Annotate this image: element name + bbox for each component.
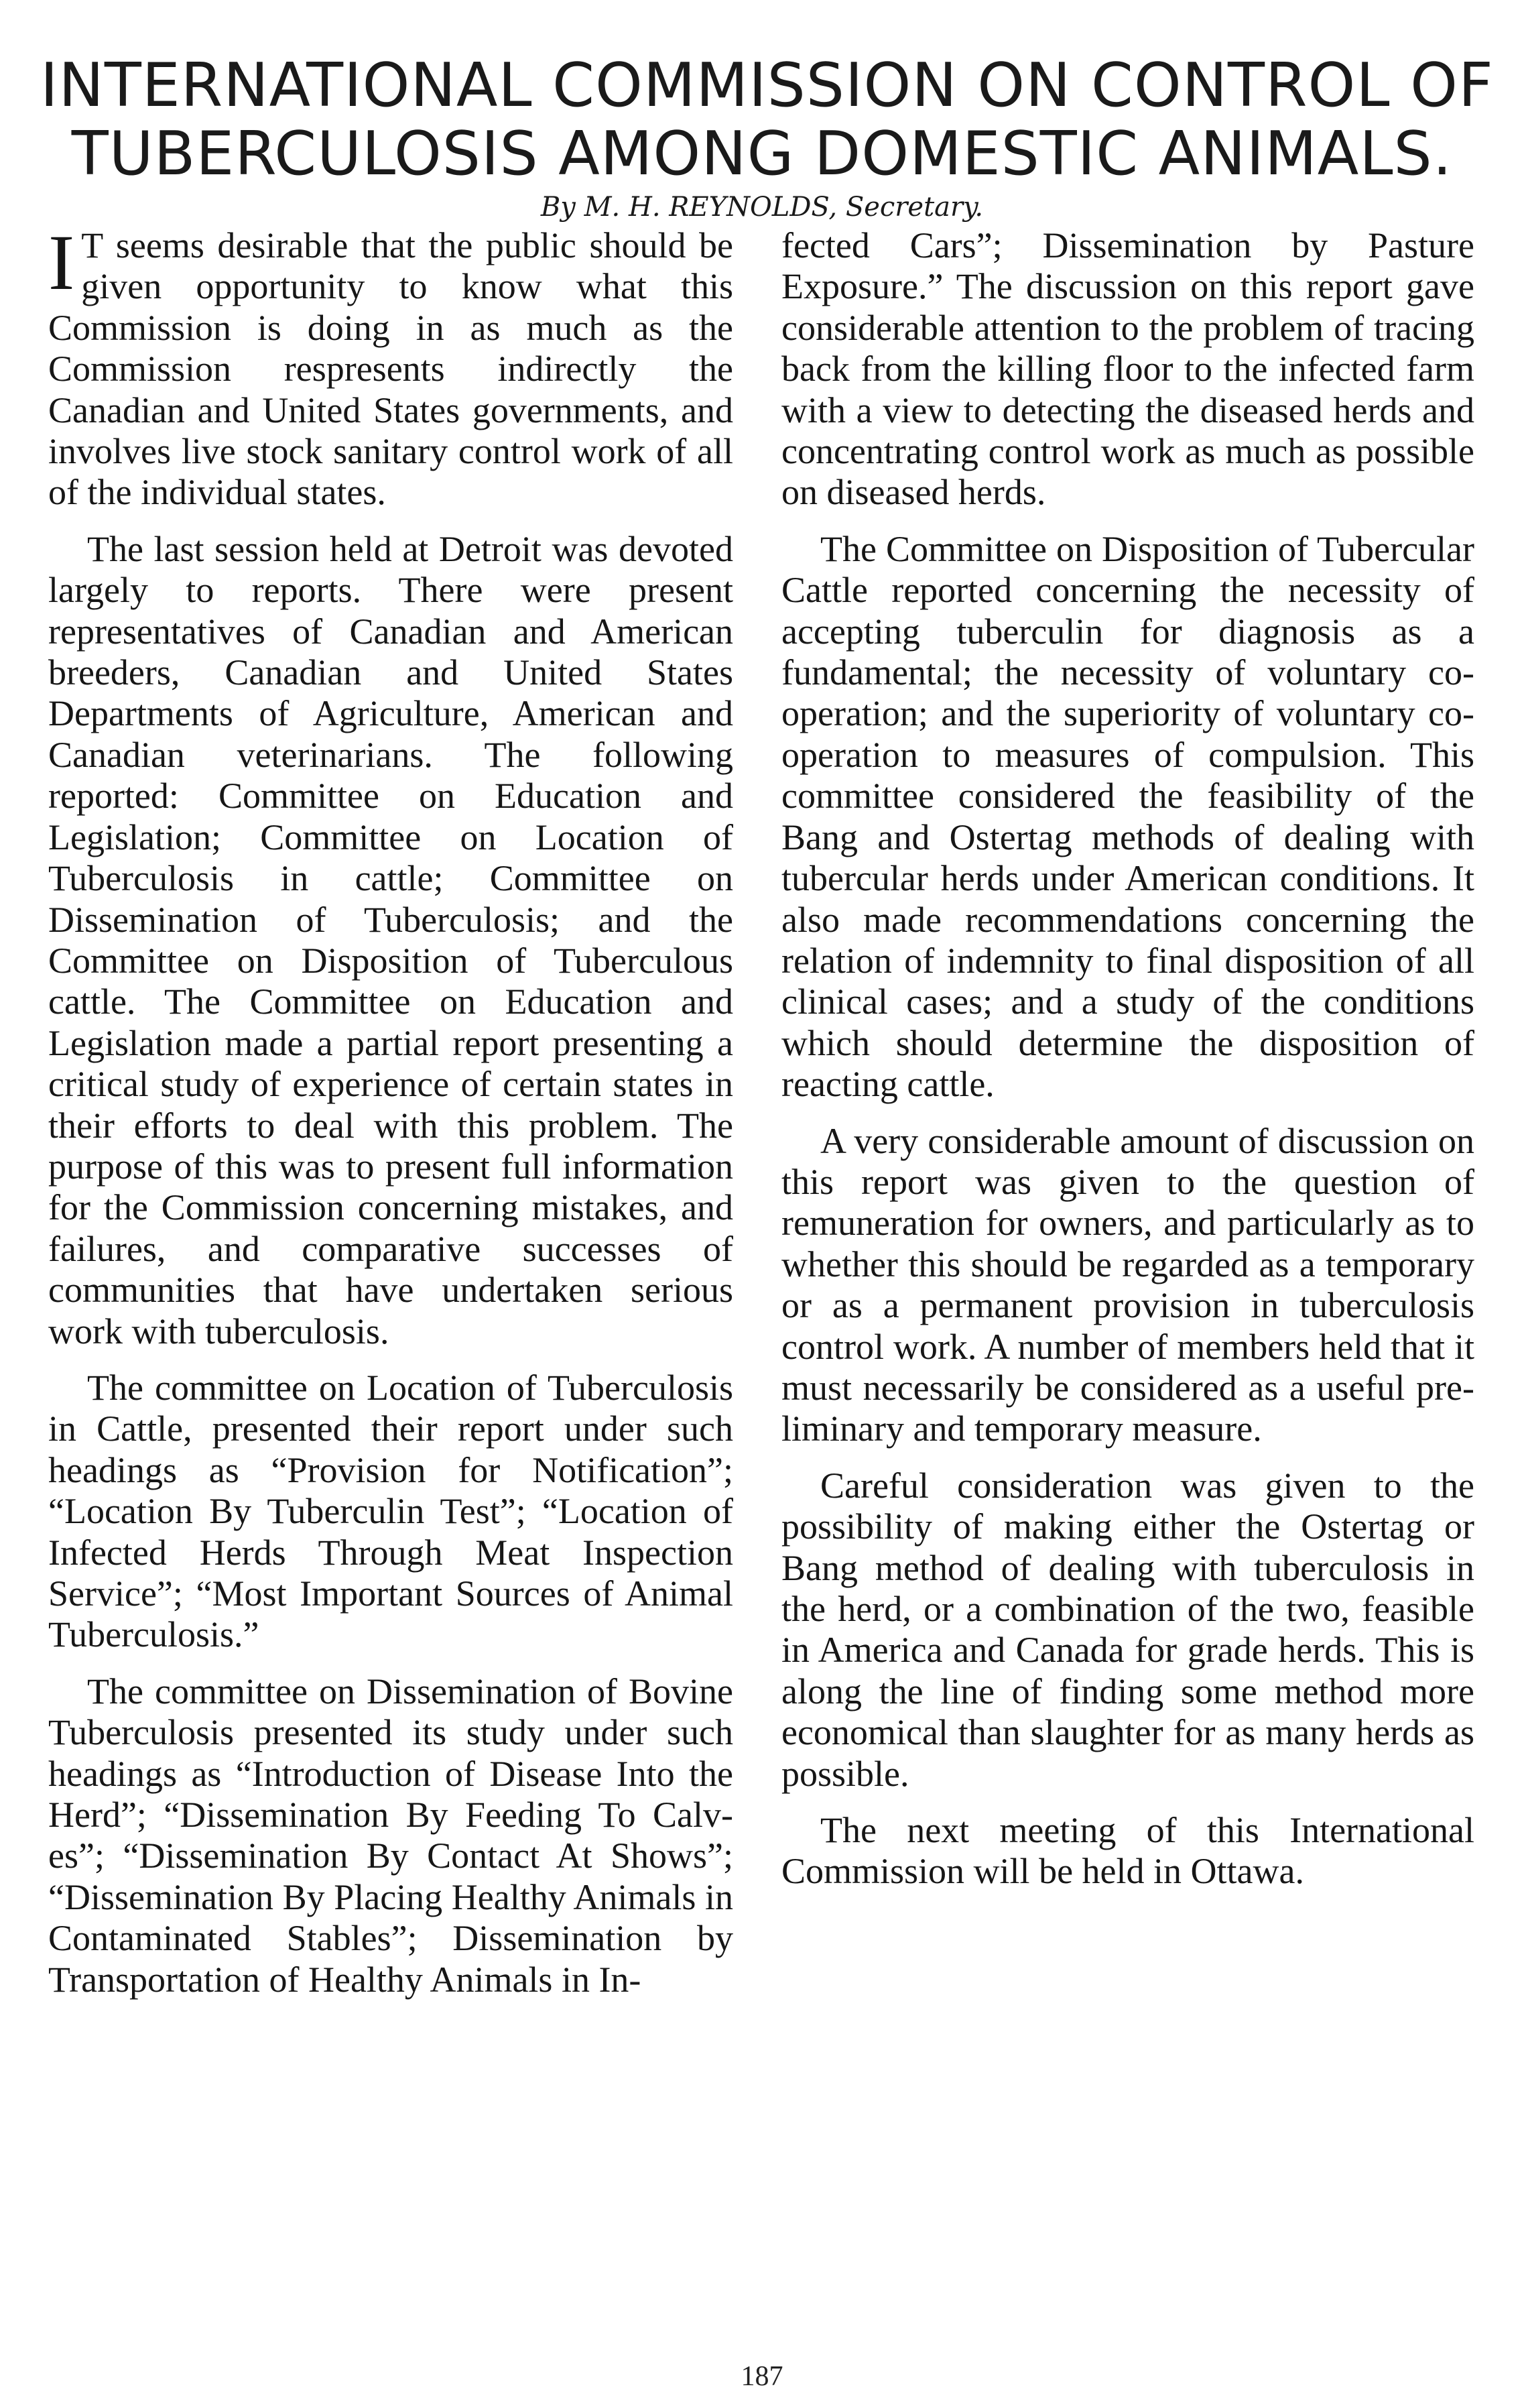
- drop-cap: I: [48, 219, 75, 306]
- article-title-line-1: INTERNATIONAL COMMISSION ON CONTROL OF: [40, 50, 1494, 121]
- paragraph-intro-text: T seems desirable that the public should be given opportunity to know what this Commission is doing in as much as the Commission respresents indirectly the Canadian and United States governments, and involves live stock sanitary control work of all of the individual states.: [48, 225, 733, 513]
- paragraph-dissemination-committee: The committee on Dissemination of Bovine Tuberculosis presented its study under such headings as “Introduction of Disease Into the Herd”; “Dissemination By Feeding To Calves”; “Dissemination By Contact At Shows”; “Dissemination By Placing Healthy Animals in Contaminated Stables”; Dissemination by Transportation of Healthy Animals in In-: [48, 1671, 733, 2000]
- paragraph-next-meeting: The next meeting of this International Commission will be held in Ottawa.: [781, 1810, 1474, 1892]
- page-number: 187: [741, 2361, 783, 2392]
- paragraph-location-committee: The committee on Location of Tuberculosis in Cattle, presented their report under such headings as “Provision for Notification”; “Location By Tuberculin Test”; “Location of Infected Herds Through Meat Inspection Service”; “Most Important Sources of Animal Tuberculosis.”: [48, 1367, 733, 1655]
- article-title-line-2: TUBERCULOSIS AMONG DOMESTIC ANIMALS.: [71, 119, 1453, 189]
- right-column: [781, 225, 1474, 1908]
- paragraph-intro: [48, 219, 733, 514]
- paragraph-disposition-committee: The Committee on Disposition of Tubercular Cattle reported concerning the necessity of accepting tuberculin for diagnosis as a fundamental; the necessity of voluntary co-operation; and the superiority of voluntary co-operation to measures of compulsion. This committee considered the feasibility of the Bang and Ostertag methods of dealing with tubercular herds under American conditions. It also made recommendations concerning the relation of indemnity to final disposition of all clinical cases; and a study of the conditions which should determine the disposition of reacting cattle.: [781, 528, 1474, 1105]
- paragraph-detroit-session: The last session held at Detroit was devoted largely to reports. There were present representatives of Canadian and American breeders, Canadian and United States Departments of Agriculture, American and Canadian veterinarians. The following reported: Committee on Education and Legislation; Committee on Location of Tuberculosis in cattle; Committee on Dissemination of Tuberculosis; and the Committee on Disposition of Tuberculous cattle. The Committee on Education and Legislation made a partial report presenting a critical study of experience of certain states in their efforts to deal with this problem. The purpose of this was to present full information for the Commission concerning mistakes, and failures, and comparative successes of communities that have undertaken serious work with tuberculosis.: [48, 528, 733, 1351]
- left-column: [48, 219, 733, 2016]
- paragraph-dissemination-continued: fected Cars”; Dissemination by Pasture Exposure.” The discussion on this report gave considerable attention to the problem of tracing back from the killing floor to the infected farm with a view to detecting the diseased herds and concentrating control work as much as possible on diseased herds.: [781, 225, 1474, 513]
- paragraph-remuneration: A very considerable amount of discussion on this report was given to the question of remuneration for owners, and particularly as to whether this should be regarded as a temporary or as a permanent provision in tuberculosis control work. A number of members held that it must necessarily be considered as a useful preliminary and temporary measure.: [781, 1120, 1474, 1449]
- paragraph-ostertag-bang: Careful consideration was given to the possibility of making either the Ostertag or Bang method of dealing with tuberculosis in the herd, or a combination of the two, feasible in America and Canada for grade herds. This is along the line of finding some method more economical than slaughter for as many herds as possible.: [781, 1465, 1474, 1794]
- article-byline: By M. H. REYNOLDS, Secretary.: [540, 192, 984, 223]
